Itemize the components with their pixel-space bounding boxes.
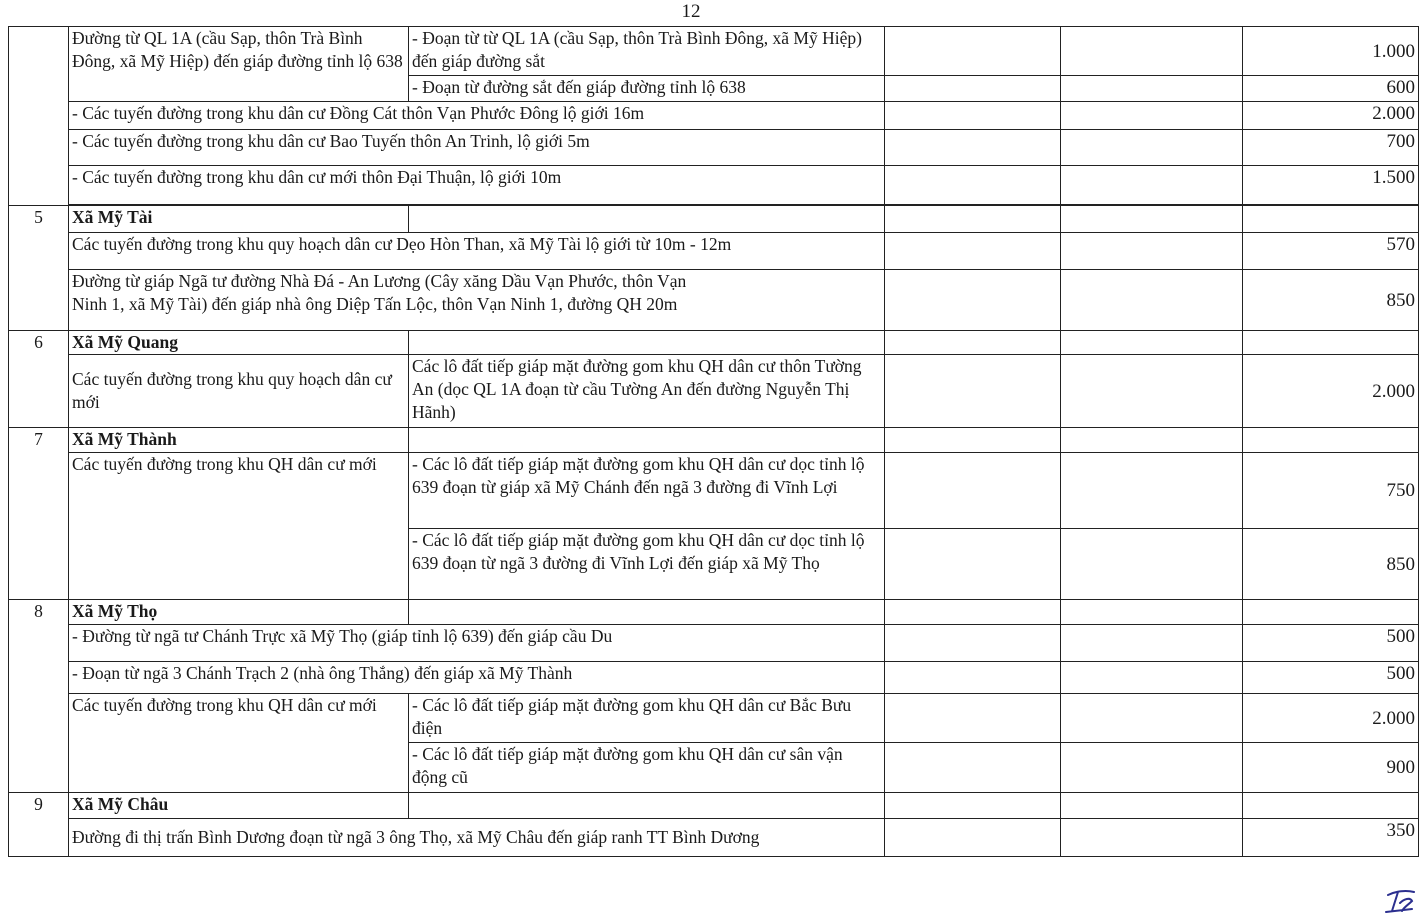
empty-cell (885, 453, 1061, 529)
empty-cell (885, 331, 1061, 355)
road-name-cell: - Đoạn từ ngã 3 Chánh Trạch 2 (nhà ông Thắng) đến giáp xã Mỹ Thành (69, 662, 885, 694)
empty-cell (1061, 428, 1243, 453)
road-name-cell: - Các tuyến đường trong khu dân cư Bao Tuyến thôn An Trinh, lộ giới 5m (69, 130, 885, 166)
empty-cell (885, 428, 1061, 453)
empty-cell (885, 793, 1061, 819)
empty-cell (1243, 793, 1419, 819)
empty-cell (409, 793, 885, 819)
empty-cell (885, 625, 1061, 662)
table-row (9, 662, 1419, 694)
empty-cell (885, 270, 1061, 331)
table-row (9, 819, 1419, 857)
stt-cell: 7 (9, 428, 69, 600)
empty-cell (409, 428, 885, 453)
price-cell: 750 (1243, 453, 1419, 529)
road-name-cell: Các tuyến đường trong khu quy hoạch dân cư mới (69, 355, 409, 428)
commune-name: Xã Mỹ Tài (69, 206, 409, 233)
price-cell: 2.000 (1243, 102, 1419, 130)
road-name-cell: Các tuyến đường trong khu QH dân cư mới (69, 453, 409, 600)
empty-cell (409, 331, 885, 355)
price-cell: 2.000 (1243, 355, 1419, 428)
segment-cell: Các lô đất tiếp giáp mặt đường gom khu QH dân cư thôn Tường An (dọc QL 1A đoạn từ cầu Tường An đến đường Nguyễn Thị Hãnh) (409, 355, 885, 428)
table-row (9, 130, 1419, 166)
price-cell: 570 (1243, 233, 1419, 270)
price-cell: 900 (1243, 743, 1419, 793)
price-cell: 2.000 (1243, 694, 1419, 743)
price-cell: 850 (1243, 270, 1419, 331)
empty-cell (409, 206, 885, 233)
price-cell: 500 (1243, 662, 1419, 694)
table-row (9, 270, 1419, 331)
empty-cell (885, 166, 1061, 205)
empty-cell (1061, 819, 1243, 857)
table-row (9, 331, 1419, 355)
price-cell: 1.500 (1243, 166, 1419, 205)
land-price-table (8, 26, 1419, 857)
empty-cell (1061, 453, 1243, 529)
empty-cell (1061, 130, 1243, 166)
empty-cell (1061, 694, 1243, 743)
empty-cell (1061, 331, 1243, 355)
empty-cell (1061, 233, 1243, 270)
segment-cell: - Các lô đất tiếp giáp mặt đường gom khu QH dân cư sân vận động cũ (409, 743, 885, 793)
road-name-cell: Đường đi thị trấn Bình Dương đoạn từ ngã 3 ông Thọ, xã Mỹ Châu đến giáp ranh TT Bình Dương (69, 819, 885, 857)
empty-cell (1061, 27, 1243, 76)
table-row (9, 428, 1419, 453)
stt-cell: 8 (9, 600, 69, 793)
road-name-cell: - Đường từ ngã tư Chánh Trực xã Mỹ Thọ (giáp tỉnh lộ 639) đến giáp cầu Du (69, 625, 885, 662)
page-number: 12 (681, 1, 701, 22)
segment-cell: - Các lô đất tiếp giáp mặt đường gom khu QH dân cư dọc tỉnh lộ 639 đoạn từ giáp xã Mỹ Chánh đến ngã 3 đường đi Vĩnh Lợi (409, 453, 885, 529)
empty-cell (1243, 331, 1419, 355)
empty-cell (1243, 600, 1419, 625)
empty-cell (885, 355, 1061, 428)
table-row (9, 233, 1419, 270)
segment-cell: - Đoạn từ đường sắt đến giáp đường tỉnh lộ 638 (409, 76, 885, 102)
table-row (9, 206, 1419, 233)
table-row (9, 166, 1419, 205)
empty-cell (885, 130, 1061, 166)
empty-cell (885, 694, 1061, 743)
empty-cell (1061, 76, 1243, 102)
signature-initials (1382, 887, 1418, 915)
price-cell: 500 (1243, 625, 1419, 662)
empty-cell (1061, 625, 1243, 662)
empty-cell (885, 233, 1061, 270)
stt-cell: 6 (9, 331, 69, 428)
road-name-cell: Đường từ giáp Ngã tư đường Nhà Đá - An Lương (Cây xăng Dầu Vạn Phước, thôn Vạn Ninh 1, xã Mỹ Tài) đến giáp nhà ông Diệp Tấn Lộc, thôn Vạn Ninh 1, đường QH 20m (69, 270, 885, 331)
table-row (9, 102, 1419, 130)
commune-name: Xã Mỹ Thành (69, 428, 409, 453)
commune-name: Xã Mỹ Quang (69, 331, 409, 355)
road-name-cell: - Các tuyến đường trong khu dân cư Đồng Cát thôn Vạn Phước Đông lộ giới 16m (69, 102, 885, 130)
empty-cell (1061, 270, 1243, 331)
price-cell: 1.000 (1243, 27, 1419, 76)
empty-cell (1061, 355, 1243, 428)
table-row (9, 793, 1419, 819)
price-cell: 850 (1243, 529, 1419, 600)
table-row (9, 600, 1419, 625)
table-row (9, 27, 1419, 76)
segment-cell: - Các lô đất tiếp giáp mặt đường gom khu QH dân cư dọc tỉnh lộ 639 đoạn từ ngã 3 đường đi Vĩnh Lợi đến giáp xã Mỹ Thọ (409, 529, 885, 600)
empty-cell (1061, 102, 1243, 130)
empty-cell (1061, 529, 1243, 600)
empty-cell (885, 76, 1061, 102)
empty-cell (885, 662, 1061, 694)
road-name-cell: Các tuyến đường trong khu QH dân cư mới (69, 694, 409, 793)
commune-name: Xã Mỹ Thọ (69, 600, 409, 625)
stt-cell: 5 (9, 206, 69, 331)
empty-cell (885, 529, 1061, 600)
empty-cell (885, 102, 1061, 130)
empty-cell (409, 600, 885, 625)
empty-cell (1061, 743, 1243, 793)
price-cell: 600 (1243, 76, 1419, 102)
table-row (9, 694, 1419, 743)
empty-cell (885, 819, 1061, 857)
stt-cell: 9 (9, 793, 69, 857)
empty-cell (1061, 166, 1243, 205)
table-row (9, 625, 1419, 662)
empty-cell (885, 600, 1061, 625)
empty-cell (1061, 793, 1243, 819)
empty-cell (1243, 206, 1419, 233)
empty-cell (1061, 600, 1243, 625)
road-name-cell: Đường từ QL 1A (cầu Sạp, thôn Trà Bình Đông, xã Mỹ Hiệp) đến giáp đường tỉnh lộ 638 (69, 27, 409, 102)
table-row (9, 453, 1419, 529)
empty-cell (885, 743, 1061, 793)
stt-cell (9, 27, 69, 206)
empty-cell (885, 27, 1061, 76)
road-name-cell: Các tuyến đường trong khu quy hoạch dân cư Dẹo Hòn Than, xã Mỹ Tài lộ giới từ 10m - 12m (69, 233, 885, 270)
commune-name: Xã Mỹ Châu (69, 793, 409, 819)
empty-cell (1061, 206, 1243, 233)
empty-cell (1243, 428, 1419, 453)
empty-cell (1061, 662, 1243, 694)
road-name-cell: - Các tuyến đường trong khu dân cư mới thôn Đại Thuận, lộ giới 10m (69, 166, 885, 205)
table-row (9, 355, 1419, 428)
price-cell: 350 (1243, 819, 1419, 857)
empty-cell (885, 206, 1061, 233)
segment-cell: - Đoạn từ từ QL 1A (cầu Sạp, thôn Trà Bình Đông, xã Mỹ Hiệp) đến giáp đường sắt (409, 27, 885, 76)
segment-cell: - Các lô đất tiếp giáp mặt đường gom khu QH dân cư Bắc Bưu điện (409, 694, 885, 743)
price-cell: 700 (1243, 130, 1419, 166)
